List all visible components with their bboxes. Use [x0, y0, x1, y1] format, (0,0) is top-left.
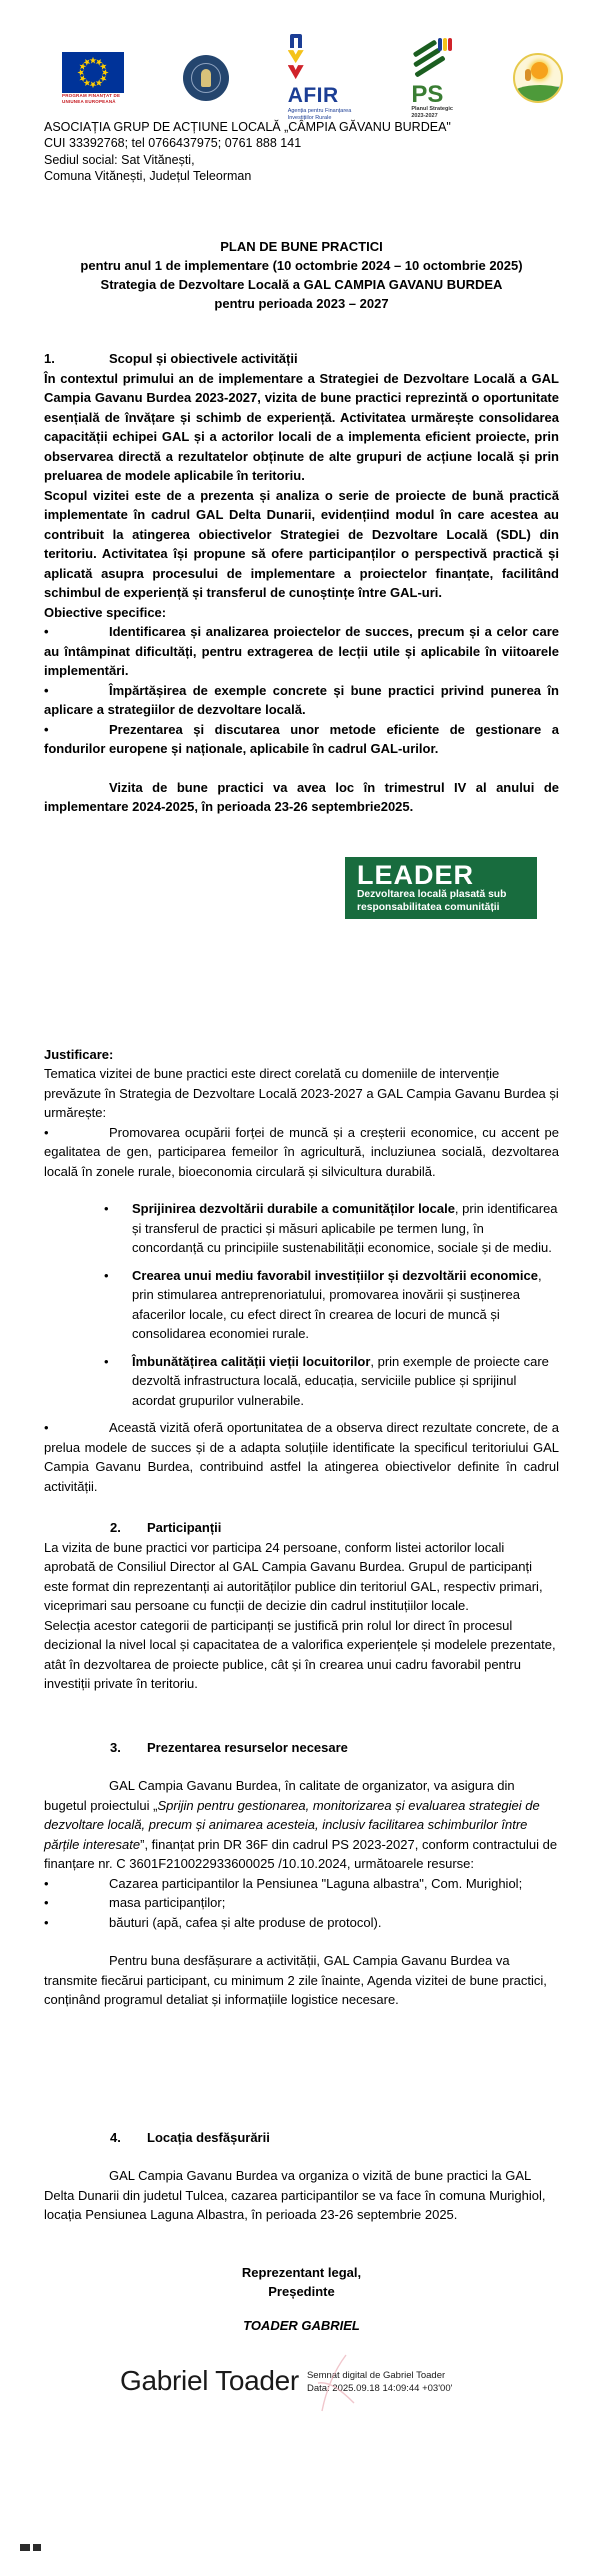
eu-flag-icon	[62, 52, 124, 93]
title-line1: PLAN DE BUNE PRACTICI	[220, 239, 383, 254]
section1-objectives-label: Obiective specifice:	[44, 604, 167, 620]
afir-caption-line1: Agenția pentru Finanțarea	[287, 108, 352, 115]
ps-name: PS	[411, 80, 444, 108]
section3-bullet-2: • masa participanților;	[44, 1893, 559, 1913]
digital-signature-name: Gabriel Toader	[120, 2365, 299, 2397]
section1-number: 1.	[44, 351, 55, 367]
justification-bullet-1: • Promovarea ocupării forței de muncă și a creșterii economice, cu accent pe egalitatea de gen, participarea femeilor în agricultură, incluziunea socială, dezvoltarea locală în zonele rurale, bioeconomia circulară și silvicultura durabilă.	[44, 1123, 559, 1182]
rep-line1: Reprezentant legal,	[241, 2264, 362, 2280]
section4-heading	[110, 2128, 559, 2148]
afir-name: AFIR	[287, 84, 339, 108]
section2-heading	[110, 1518, 559, 1538]
section4-number: 4.	[110, 2129, 121, 2145]
section3-bullet-1: • Cazarea participantilor la Pensiunea "Laguna albastra", Com. Murighiol;	[44, 1874, 559, 1894]
section1-bullet-2: • Împărtășirea de exemple concrete și bune practici privind punerea în aplicare a strategiilor de dezvoltare locală.	[44, 681, 559, 720]
afir-caption-line2: Investițiilor Rurale	[287, 115, 332, 121]
justification-heading: Justificare:	[44, 1046, 114, 1062]
gov-romania-logo	[183, 55, 229, 101]
representative-name: TOADER GABRIEL	[243, 2317, 360, 2333]
section1-paragraph2: Scopul vizitei este de a prezenta și analiza o serie de proiecte de bună practică implementate în cadrul GAL Delta Dunarii, evidențiind modul în care acestea au contribuit la atingerea obiectivelor Strategiei de Dezvoltare Locală (SDL) din teritoriu. Activitatea își propune să ofere participanților o perspectivă practică și aplicată asupra procesului de implementare a proiectelor finanțate, facilitând schimbul de experiență și transferul de cunoștințe între GAL-uri.	[44, 487, 559, 601]
org-cui-phone: CUI 33392768; tel 0766437975; 0761 888 141	[44, 136, 302, 151]
section2-paragraph1: La vizita de bune practici vor participa 24 persoane, conform listei actorilor locali aprobată de Consiliul Director al GAL Campia Gavanu Burdea. Grupul de participanți este format din reprezentanți ai autorităților publice din teritoriul GAL, respectiv primari, viceprimari sau persoane cu funcții de decizie din cadrul instituțiilor locale.	[44, 1539, 543, 1614]
section3-paragraph2: Pentru buna desfășurare a activității, GAL Campia Gavanu Burdea va transmite fiecărui participant, cu minimum 2 zile înainte, Agenda vizitei de bune practici, conținând programul detaliat și informațiile logistice necesare.	[44, 1953, 547, 2008]
gal-emblem-icon	[513, 53, 563, 103]
leader-logo-subtitle-line2: responsabilitatea comunității	[357, 902, 500, 914]
title-line3: Strategia de Dezvoltare Locală a GAL CAMPIA GAVANU BURDEA	[100, 276, 503, 292]
section4-title: Locația desfășurării	[147, 2129, 270, 2145]
section1-title: Scopul și obiectivele activității	[109, 351, 298, 367]
section3-bullet-3: • băuturi (apă, cafea și alte produse de protocol).	[44, 1913, 559, 1933]
justification-sub-bullet-2: • Crearea unui mediu favorabil investițiilor și dezvoltării economice, prin stimularea antreprenoriatului, promovarea inovării și susținerea afacerilor locale, cu efect direct în crearea de locuri de muncă și consolidarea economiei rurale.	[44, 1266, 559, 1344]
digital-signature	[120, 2367, 559, 2395]
afir-icon	[288, 34, 304, 80]
justification-bullet-last: • Această vizită oferă oportunitatea de a observa direct rezultate concrete, de a prelua modele de succes și de a adapta soluțiile identificate la specificul teritoriului GAL Campia Gavanu Burdea, contribuind astfel la atingerea obiectivelor definite în cadrul activității.	[44, 1418, 559, 1496]
section1-closing: Vizita de bune practici va avea loc în trimestrul IV al anului de implementare 2024-2025, în perioada 23-26 septembrie2025.	[44, 779, 559, 815]
scan-artifact	[20, 2544, 46, 2552]
ps-caption-line1: Planul Strategic	[411, 106, 453, 113]
document-title	[44, 238, 559, 313]
org-name: ASOCIAȚIA GRUP DE ACȚIUNE LOCALĂ „CÂMPIA GĂVANU BURDEA"	[44, 120, 451, 134]
org-address-line1: Sediul social: Sat Vitănești,	[44, 152, 195, 167]
title-line4: pentru perioada 2023 – 2027	[214, 295, 389, 311]
digital-signature-line1: Semnat digital de Gabriel Toader	[306, 2370, 446, 2382]
eu-flag-logo	[62, 52, 124, 104]
title-line2: pentru anul 1 de implementare (10 octombrie 2024 – 10 octombrie 2025)	[80, 257, 523, 273]
org-address-line2: Comuna Vitănești, Județul Teleorman	[44, 168, 252, 183]
eu-caption-line2: UNIUNEA EUROPEANĂ	[62, 98, 116, 104]
leader-logo-title: LEADER	[357, 859, 475, 890]
justification-sub-bullet-3: • Îmbunătățirea calității vieții locuitorilor, prin exemple de proiecte care dezvoltă infrastructura locală, educația, serviciile publice și sprijinul acordat grupurilor vulnerabile.	[44, 1352, 559, 1411]
leader-logo-subtitle-line1: Dezvoltarea locală plasată sub	[357, 889, 507, 901]
digital-signature-line2: Data: 2025.09.18 14:09:44 +03'00'	[306, 2382, 453, 2394]
section2-title: Participanții	[147, 1520, 222, 1536]
afir-logo	[288, 34, 352, 122]
gal-emblem-logo	[513, 53, 563, 103]
logo-row	[62, 50, 563, 121]
section3-heading	[110, 1738, 559, 1758]
section3-paragraph1: GAL Campia Gavanu Burdea, în calitate de organizator, va asigura din bugetul proiectului „Sprijin pentru gestionarea, monitorizarea și evaluarea strategiei de dezvoltare locală, precum și animarea acesteia, inclusiv facilitarea schimburilor între părțile interesate”, finanțat prin DR 36F din cadrul PS 2023-2027, conform contractului de finanțare nr. C 3601F210022933600025 /10.10.2024, următoarele resurse:	[44, 1778, 558, 1872]
ps-caption-line2: 2023-2027	[411, 113, 438, 120]
ps-leaf-icon	[410, 36, 454, 78]
eu-caption-line1: PROGRAM FINANȚAT DE	[62, 93, 121, 99]
section3-title: Prezentarea resurselor necesare	[147, 1739, 348, 1755]
ps-logo	[410, 36, 454, 120]
legal-representative-block	[44, 2263, 559, 2302]
justification-intro: Tematica vizitei de bune practici este direct corelată cu domeniile de intervenție prevăzute în Strategia de Dezvoltare Locală 2023-2027 a GAL Campia Gavanu Burdea și urmărește:	[44, 1066, 559, 1121]
section2-number: 2.	[110, 1520, 121, 1536]
section1-heading	[44, 349, 559, 369]
section4-paragraph: GAL Campia Gavanu Burdea va organiza o vizită de bune practici la GAL Delta Dunarii din judetul Tulcea, cazarea participantilor se va face în comuna Murighiol, locația Pensiunea Laguna Albastra, în perioada 23-26 septembrie 2025.	[44, 2168, 546, 2223]
leader-logo	[345, 857, 537, 919]
section1-bullet-1: • Identificarea și analizarea proiectelor de succes, precum și a celor care au întâmpinat dificultăți, pentru extragerea de lecții utile și aplicabile în viitoarele implementări.	[44, 622, 559, 681]
org-address-block	[44, 119, 559, 184]
section1-paragraph1: În contextul primului an de implementare a Strategiei de Dezvoltare Locală a GAL Campia Gavanu Burdea 2023-2027, vizita de bune practici reprezintă o oportunitate esențială de învățare și schimb de experiență. Activitatea urmărește consolidarea capacității echipei GAL și a actorilor locali de a implementa eficient proiecte, prin observarea directă a rezultatelor obținute de alte grupuri de acțiune locală și prin preluarea de modele aplicabile în teritoriu.	[44, 370, 559, 484]
section2-paragraph2: Selecția acestor categorii de participanți se justifică prin rolul lor direct în procesul decizional la nivel local și capacitatea de a valorifica experiențele și modelele prezentate, atât în dezvoltarea de proiecte publice, cât și în crearea unui cadru favorabil pentru investiții private în teritoriu.	[44, 1617, 556, 1692]
section1-bullet-3: • Prezentarea și discutarea unor metode eficiente de gestionare a fondurilor europene și naționale, aplicabile în cadrul GAL-urilor.	[44, 720, 559, 759]
justification-sub-bullet-1: • Sprijinirea dezvoltării durabile a comunităților locale, prin identificarea și transferul de practici și măsuri aplicabile pe termen lung, în concordanță cu principiile sustenabilității economice, sociale și de mediu.	[44, 1199, 559, 1258]
rep-line2: Președinte	[268, 2284, 335, 2300]
gov-romania-icon	[183, 55, 229, 101]
section3-number: 3.	[110, 1739, 121, 1755]
